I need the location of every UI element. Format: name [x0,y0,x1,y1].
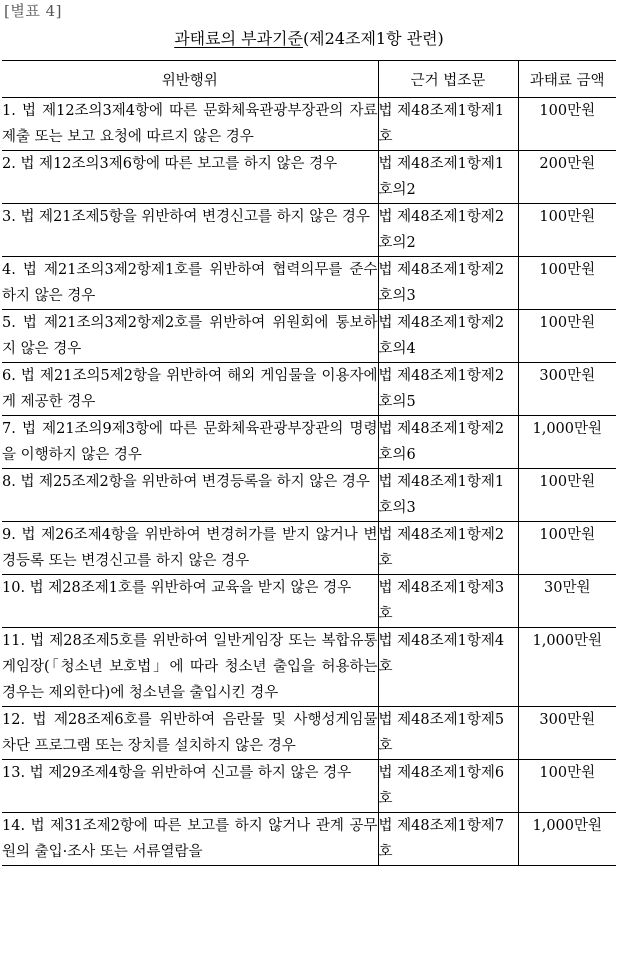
header-fine-amount: 과태료 금액 [518,61,616,98]
fine-cell: 300만원 [518,707,616,760]
legal-basis-cell: 법 제48조제1항제2호의6 [378,416,518,469]
annex-label: [별표 4] [4,2,62,20]
legal-basis-cell: 법 제48조제1항제6호 [378,760,518,813]
legal-basis-cell: 법 제48조제1항제2호 [378,522,518,575]
violation-cell: 10. 법 제28조제1호를 위반하여 교육을 받지 않은 경우 [2,575,378,628]
fine-cell: 100만원 [518,310,616,363]
legal-basis-cell: 법 제48조제1항제3호 [378,575,518,628]
violation-cell: 11. 법 제28조제5호를 위반하여 일반게임장 또는 복합유통게임장(「청소년 보호법」에 따라 청소년 출입을 허용하는 경우는 제외한다)에 청소년을 출입시킨 경우 [2,628,378,707]
legal-basis-cell: 법 제48조제1항제5호 [378,707,518,760]
violation-cell: 13. 법 제29조제4항을 위반하여 신고를 하지 않은 경우 [2,760,378,813]
fine-cell: 100만원 [518,204,616,257]
violation-cell: 4. 법 제21조의3제2항제1호를 위반하여 협력의무를 준수하지 않은 경우 [2,257,378,310]
title-suffix: (제24조제1항 관련) [302,29,444,48]
legal-basis-cell: 법 제48조제1항제2호의5 [378,363,518,416]
legal-basis-cell: 법 제48조제1항제1호의3 [378,469,518,522]
legal-basis-cell: 법 제48조제1항제7호 [378,813,518,866]
table-row [2,363,616,416]
legal-basis-cell: 법 제48조제1항제2호의4 [378,310,518,363]
fine-cell: 1,000만원 [518,628,616,707]
legal-basis-cell: 법 제48조제1항제1호 [378,98,518,151]
table-row [2,522,616,575]
violation-cell: 5. 법 제21조의3제2항제2호를 위반하여 위원회에 통보하지 않은 경우 [2,310,378,363]
table-row [2,707,616,760]
table-row [2,469,616,522]
fine-cell: 100만원 [518,98,616,151]
violation-cell: 1. 법 제12조의3제4항에 따른 문화체육관광부장관의 자료 제출 또는 보고 요청에 따르지 않은 경우 [2,98,378,151]
legal-basis-cell: 법 제48조제1항제2호의2 [378,204,518,257]
table-row [2,416,616,469]
title-main: 과태료의 부과기준 [174,29,303,48]
page-title [0,26,618,49]
legal-basis-cell: 법 제48조제1항제4호 [378,628,518,707]
fine-cell: 30만원 [518,575,616,628]
table-row [2,310,616,363]
fine-cell: 1,000만원 [518,416,616,469]
table-header-row [2,61,616,98]
fine-cell: 100만원 [518,760,616,813]
fine-cell: 1,000만원 [518,813,616,866]
fine-cell: 100만원 [518,522,616,575]
legal-basis-cell: 법 제48조제1항제1호의2 [378,151,518,204]
header-legal-basis: 근거 법조문 [378,61,518,98]
table-row [2,628,616,707]
table-row [2,151,616,204]
violation-cell: 2. 법 제12조의3제6항에 따른 보고를 하지 않은 경우 [2,151,378,204]
violation-cell: 3. 법 제21조제5항을 위반하여 변경신고를 하지 않은 경우 [2,204,378,257]
penalty-table [2,60,616,866]
table-row [2,813,616,866]
table-row [2,98,616,151]
fine-cell: 300만원 [518,363,616,416]
violation-cell: 12. 법 제28조제6호를 위반하여 음란물 및 사행성게임물 차단 프로그램 또는 장치를 설치하지 않은 경우 [2,707,378,760]
fine-cell: 100만원 [518,257,616,310]
fine-cell: 200만원 [518,151,616,204]
header-violation: 위반행위 [2,61,378,98]
violation-cell: 14. 법 제31조제2항에 따른 보고를 하지 않거나 관계 공무원의 출입·조사 또는 서류열람을 [2,813,378,866]
violation-cell: 8. 법 제25조제2항을 위반하여 변경등록을 하지 않은 경우 [2,469,378,522]
table-row [2,204,616,257]
legal-basis-cell: 법 제48조제1항제2호의3 [378,257,518,310]
table-row [2,257,616,310]
table-row [2,575,616,628]
violation-cell: 7. 법 제21조의9제3항에 따른 문화체육관광부장관의 명령을 이행하지 않은 경우 [2,416,378,469]
fine-cell: 100만원 [518,469,616,522]
violation-cell: 6. 법 제21조의5제2항을 위반하여 해외 게임물을 이용자에게 제공한 경우 [2,363,378,416]
violation-cell: 9. 법 제26조제4항을 위반하여 변경허가를 받지 않거나 변경등록 또는 변경신고를 하지 않은 경우 [2,522,378,575]
table-row [2,760,616,813]
